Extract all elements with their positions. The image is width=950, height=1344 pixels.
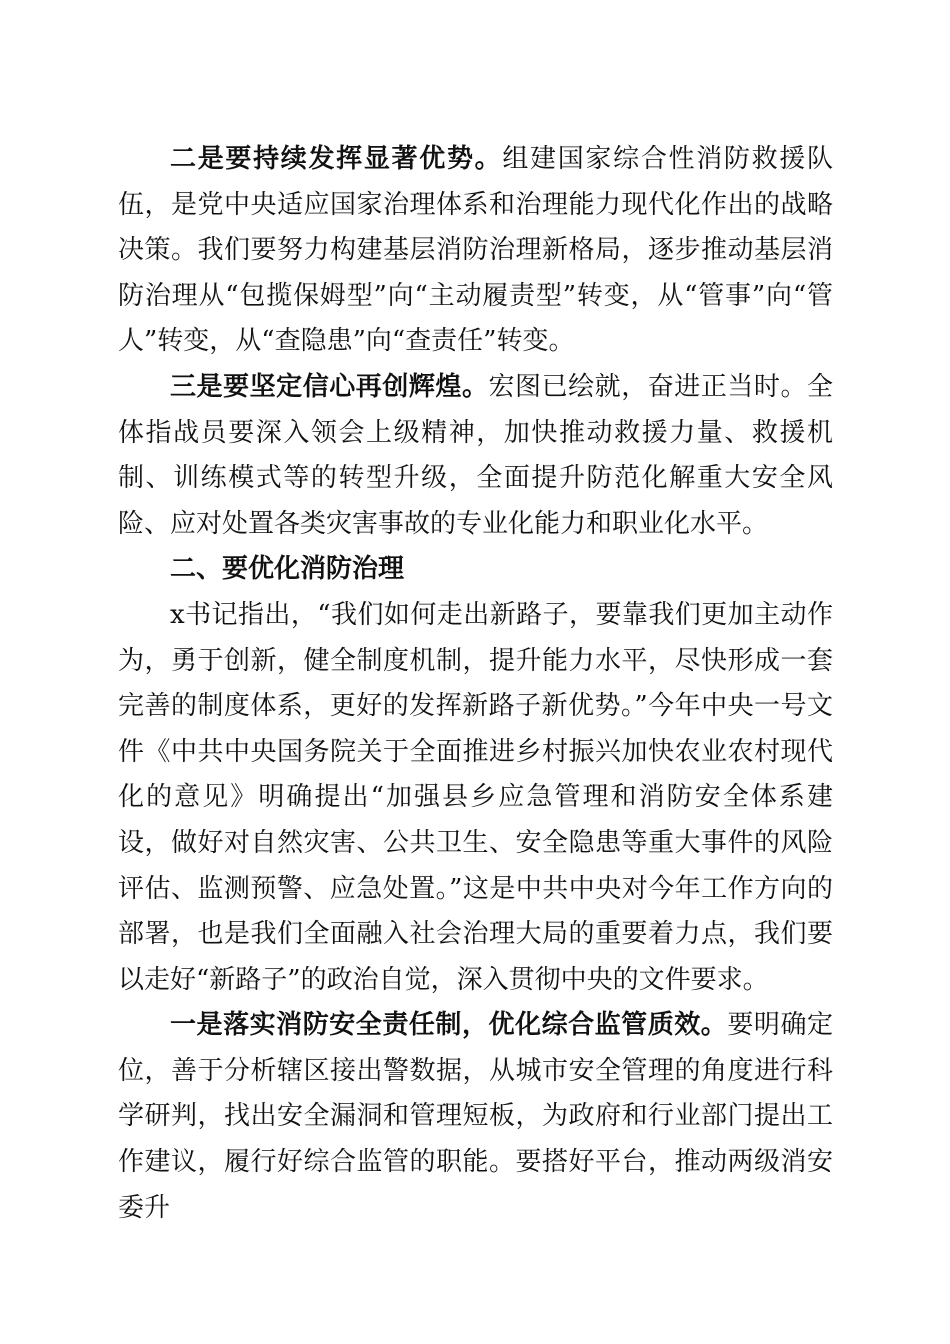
paragraph-text: x书记指出，“我们如何走出新路子，要靠我们更加主动作为，勇于创新，健全制度机制，提升能力水平，尽快形成一套完善的制度体系，更好的发挥新路子新优势。”今年中央一号文件《中共中央国务院关于全面推进乡村振兴加快农业农村现代化的意见》明确提出“加强县乡应急管理和消防安全体系建设，做好对自然灾害、公共卫生、安全隐患等重大事件的风险评估、监测预警、应急处置。”这是中共中央对今年工作方向的部署，也是我们全面融入社会治理大局的重要着力点，我们要以走好“新路子”的政治自觉，深入贯彻中央的文件要求。	[118, 599, 833, 995]
paragraph-lead: 二是要持续发挥显著优势。	[170, 144, 503, 174]
paragraph-firm-confidence	[118, 365, 833, 547]
paragraph-text: 宏图已绘就，奋进正当时。全体指战员要深入领会上级精神，加快推动救援力量、救援机制、训练模式等的转型升级，全面提升防范化解重大安全风险、应对处置各类灾害事故的专业化能力和职业化水平。	[118, 371, 833, 539]
paragraph-lead: 一是落实消防安全责任制，优化综合监管质效。	[170, 1010, 728, 1041]
paragraph-secretary-quote	[118, 593, 833, 1003]
document-body	[118, 137, 833, 1231]
paragraph-sustain-advantages	[118, 137, 833, 365]
paragraph-text: 组建国家综合性消防救援队伍，是党中央适应国家治理体系和治理能力现代化作出的战略决策。我们要努力构建基层消防治理新格局，逐步推动基层消防治理从“包揽保姆型”向“主动履责型”转变，从“管事”向“管人”转变，从“查隐患”向“查责任”转变。	[118, 144, 833, 357]
section-heading: 二、要优化消防治理	[170, 554, 405, 585]
paragraph-text: 要明确定位，善于分析辖区接出警数据，从城市安全管理的角度进行科学研判，找出安全漏洞和管理短板，为政府和行业部门提出工作建议，履行好综合监管的职能。要搭好平台，推动两级消安委升	[118, 1010, 833, 1223]
paragraph-responsibility-system	[118, 1003, 833, 1231]
paragraph-lead: 三是要坚定信心再创辉煌。	[170, 371, 489, 402]
